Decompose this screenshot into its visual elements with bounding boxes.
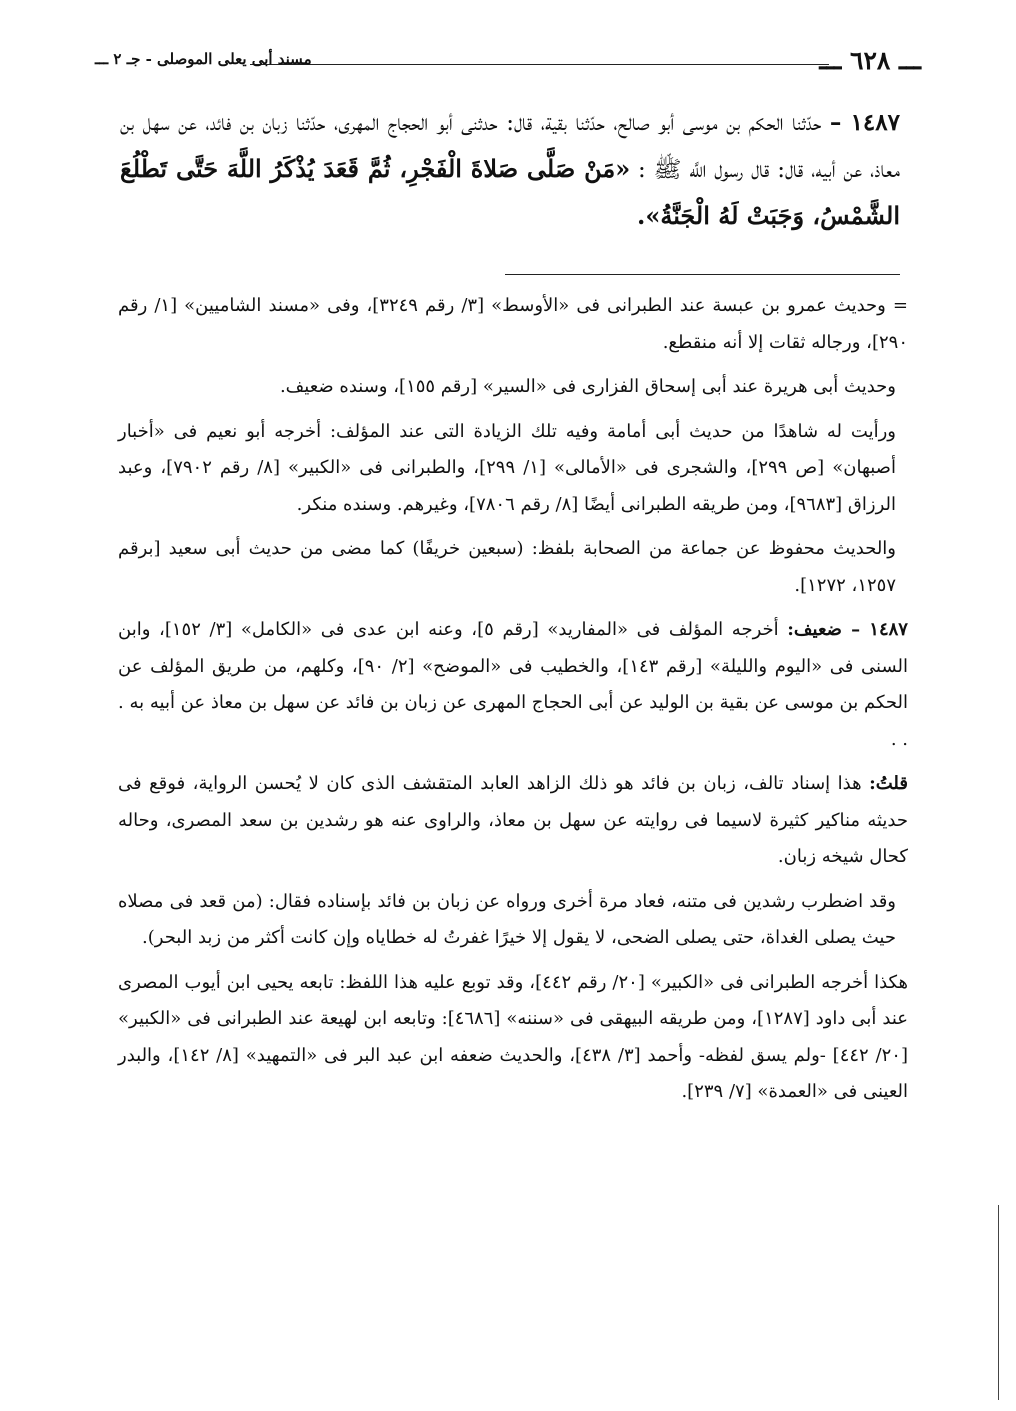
footnote-paragraph: والحديث محفوظ عن جماعة من الصحابة بلفظ: (سبعين خريفًا) كما مضى من حديث أبى سعيد [برقم ١٢٥٧، ١٢٧٢]. xyxy=(118,538,896,596)
footnote-paragraph: هكذا أخرجه الطبرانى فى «الكبير» [٢٠/ رقم ٤٤٢]، وقد توبع عليه هذا اللفظ: تابعه يحيى ابن أيوب المصرى عند أبى داود [١٢٨٧]، ومن طريقه البيهقى فى «سننه» [٤٦٨٦]: وتابعه ابن لهيعة عند الطبرانى فى «الكبير» [٢٠/ ٤٤٢] -ولم يسق لفظه- وأحمد [٣/ ٤٣٨]، والحديث ضعفه ابن عبد البر فى «التمهيد» [٨/ ١٤٢]، والبدر العينى فى «العمدة» [٧/ ٢٣٩]. xyxy=(118,971,909,1102)
qultu-label: قلتُ: xyxy=(869,773,908,794)
footnote-separator xyxy=(505,274,900,275)
hadith-number: ١٤٨٧ – xyxy=(829,109,900,136)
scan-edge-line xyxy=(998,1205,999,1400)
running-header xyxy=(95,46,921,86)
hadith-text xyxy=(120,100,900,240)
footnote-paragraph: وقد اضطرب رشدين فى متنه، فعاد مرة أخرى ورواه عن زبان بن فائد بإسناده فقال: (من قعد فى مصلاه حيث يصلى الغداة، حتى يصلى الضحى، لا يقول إلا خيرًا غفرتُ له خطاياه وإن كانت أكثر من زبد البحر). xyxy=(118,890,896,948)
footnote-text: أخرجه المؤلف فى «المفاريد» [رقم ٥]، وعنه ابن عدى فى «الكامل» [٣/ ١٥٢]، وابن السنى فى «اليوم والليلة» [رقم ١٤٣]، والخطيب فى «الموضح» [٢/ ٩٠]، وكلهم، من طريق المؤلف عن الحكم بن موسى عن بقية بن الوليد عن أبى الحجاج المهرى عن زبان بن فائد عن سهل بن معاذ عن أبيه به . . . xyxy=(118,619,909,750)
footnote-paragraph: ورأيت له شاهدًا من حديث أبى أمامة وفيه تلك الزيادة التى عند المؤلف: أخرجه أبو نعيم فى «أخبار أصبهان» [ص ٢٩٩]، والشجرى فى «الأمالى» [١/ ٢٩٩]، والطبرانى فى «الكبير» [٨/ رقم ٧٩٠٢]، وعبد الرزاق [٩٦٨٣]، ومن طريقه الطبرانى أيضًا [٨/ رقم ٧٨٠٦]، وغيرهم. وسنده منكر. xyxy=(118,420,896,515)
hadith-isnad: حدّثنا الحكم بن موسى أبو صالح، حدّثنا بقية، قال: حدثنى أبو الحجاج المهرى، حدّثنا زبان بن فائد، عن سهل بن معاذ، عن أبيه، قال: قال رسول اللَّه ﷺ : xyxy=(120,110,900,183)
footnote-paragraph: = وحديث عمرو بن عبسة عند الطبرانى فى «الأوسط» [٣/ رقم ٣٢٤٩]، وفى «مسند الشاميين» [١/ رقم ٢٩٠]، ورجاله ثقات إلا أنه منقطع. xyxy=(118,295,909,353)
hadith-matn: «مَنْ صَلَّى صَلاةَ الْفَجْرِ، ثُمَّ قَعَدَ يُذْكَرُ اللَّهَ حَتَّى تَطْلُعَ الشَّمْسُ، وَجَبَتْ لَهُ الْجَنَّةُ». xyxy=(120,154,900,230)
footnotes xyxy=(118,288,908,1119)
qultu-text: هذا إسناد تالف، زبان بن فائد هو ذلك الزاهد العابد المتقشف الذى كان لا يُحسن الرواية، فوقع فى حديثه مناكير كثيرة لاسيما فى روايته عن سهل بن معاذ، والراوى عنه هو رشدين بن سعد المصرى، وحاله كحال شيخه زبان. xyxy=(118,773,908,867)
footnote-paragraph: وحديث أبى هريرة عند أبى إسحاق الفزارى فى «السير» [رقم ١٥٥]، وسنده ضعيف. xyxy=(279,376,896,397)
footnote-label: ١٤٨٧ – ضعيف: xyxy=(787,619,908,640)
footnote-qultu xyxy=(118,766,908,876)
header-rule xyxy=(250,64,829,65)
book-title: مسند أبى يعلى الموصلى - جـ ٢ ـــ xyxy=(95,50,312,68)
footnote-takhrij xyxy=(118,612,908,758)
page-number: ـــ ٦٢٨ ـــ xyxy=(819,46,921,75)
